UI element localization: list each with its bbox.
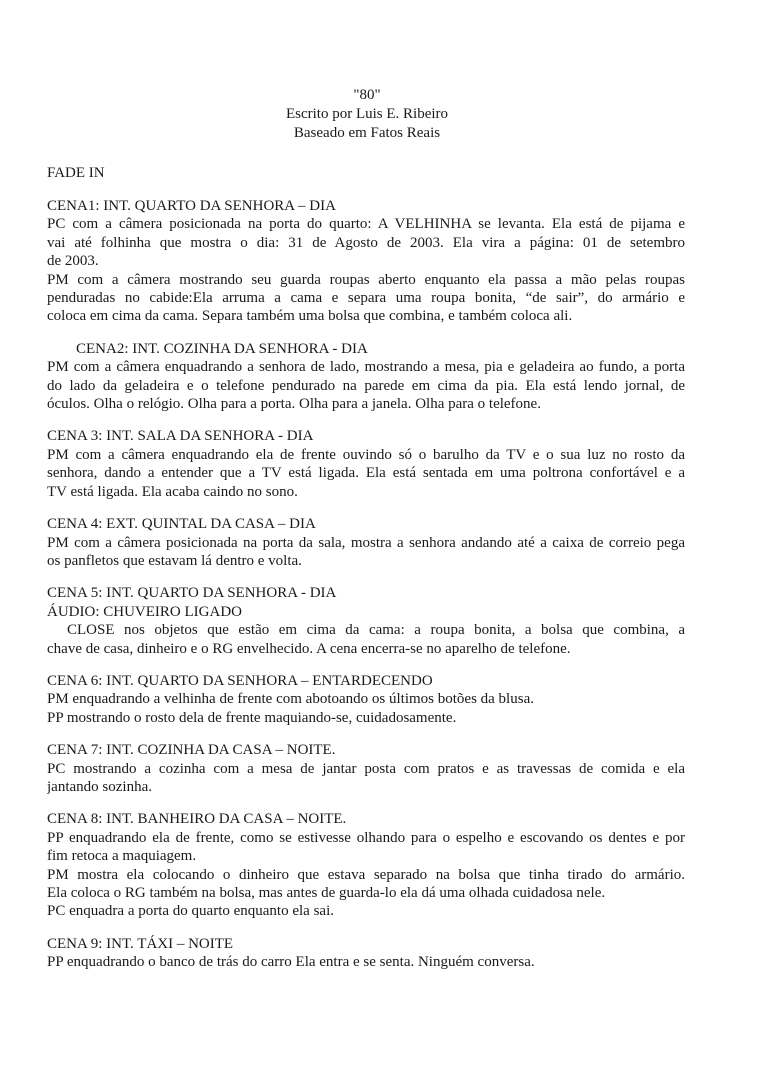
scene-text-line: PM mostra ela colocando o dinheiro que estava separado na bolsa que tinha tirado do armário. (47, 866, 685, 883)
script-author: Escrito por Luis E. Ribeiro (285, 106, 449, 122)
scene-text-line: PP mostrando o rosto dela de frente maquiando-se, cuidadosamente. (47, 709, 457, 726)
scene-heading: CENA 8: INT. BANHEIRO DA CASA – NOITE. (47, 811, 347, 828)
title-block (262, 86, 472, 143)
scene-8 (47, 810, 685, 920)
scene-text-line: óculos. Olha o relógio. Olha para a porta. Olha para a janela. Olha para o telefone. (47, 396, 541, 413)
scene-text-line: PP enquadrando ela de frente, como se estivesse olhando para o espelho e escovando os dentes e por (47, 829, 685, 846)
scene-heading: CENA 6: INT. QUARTO DA SENHORA – ENTARDECENDO (47, 672, 433, 689)
scene-5 (47, 584, 685, 658)
scene-text-line: PP enquadrando o banco de trás do carro Ela entra e se senta. Ninguém conversa. (47, 954, 535, 971)
scene-text-line: Ela coloca o RG também na bolsa, mas antes de guarda-lo ela dá uma olhada cuidadosa nele. (47, 885, 606, 901)
scene-text-line: fim retoca a maquiagem. (47, 848, 197, 865)
scene-heading: CENA1: INT. QUARTO DA SENHORA – DIA (47, 198, 336, 214)
scene-text-line: CLOSE nos objetos que estão em cima da cama: a roupa bonita, a bolsa que combina, a (67, 622, 685, 639)
scene-heading: CENA2: INT. COZINHA DA SENHORA - DIA (76, 340, 368, 357)
scene-text-line: penduradas no cabide:Ela arruma a cama e separa uma roupa bonita, “de sair”, do armário e (47, 290, 685, 307)
scene-text-line: PM com a câmera mostrando seu guarda roupas aberto enquanto ela passa a mão pelas roupas (47, 271, 685, 288)
scene-heading: CENA 7: INT. COZINHA DA CASA – NOITE. (47, 742, 336, 759)
scene-3 (47, 427, 685, 501)
script-title: "80" (353, 87, 381, 103)
script-body (47, 164, 685, 986)
scene-text-line: de 2003. (47, 253, 99, 270)
scene-text-line: coloca em cima da cama. Separa também uma bolsa que combina, e também coloca ali. (47, 308, 573, 325)
scene-1 (47, 197, 685, 326)
fade-in: FADE IN (47, 165, 105, 181)
scene-9 (47, 935, 685, 972)
scene-text-line: do lado da geladeira e o telefone pendurado na parede em cima da pia. Ela está lendo jornal, de (47, 377, 685, 394)
scene-text-line: jantando sozinha. (47, 778, 152, 795)
scene-text-line: senhora, dando a entender que a TV está ligada. Ela está sentada em uma poltrona confortável e a (47, 465, 685, 482)
scene-text-line: PC enquadra a porta do quarto enquanto ela sai. (47, 903, 334, 920)
scene-text-line: TV está ligada. Ela acaba caindo no sono. (47, 483, 298, 500)
scene-text-line: PC mostrando a cozinha com a mesa de jantar posta com pratos e as travessas de comida e ela (47, 760, 685, 777)
scene-heading: CENA 3: INT. SALA DA SENHORA - DIA (47, 428, 314, 445)
scene-heading: CENA 4: EXT. QUINTAL DA CASA – DIA (47, 516, 316, 533)
scene-7 (47, 741, 685, 796)
scene-text-line: PM enquadrando a velhinha de frente com abotoando os últimos botões da blusa. (47, 691, 534, 708)
scene-audio-note: ÁUDIO: CHUVEIRO LIGADO (47, 603, 242, 620)
scene-6 (47, 672, 685, 727)
scene-text-line: chave de casa, dinheiro e o RG envelhecido. A cena encerra-se no aparelho de telefone. (47, 640, 571, 657)
scene-text-line: vai até folhinha que mostra o dia: 31 de Agosto de 2003. Ela vira a página: 01 de setembro (47, 234, 685, 251)
scene-text-line: PC com a câmera posicionada na porta do quarto: A VELHINHA se levanta. Ela está de pijama e (47, 216, 685, 233)
scene-heading: CENA 9: INT. TÁXI – NOITE (47, 935, 234, 952)
script-based-on: Baseado em Fatos Reais (293, 125, 441, 141)
scene-text-line: PM com a câmera enquadrando a senhora de lado, mostrando a mesa, pia e geladeira ao fundo, a porta (47, 359, 685, 376)
scene-heading: CENA 5: INT. QUARTO DA SENHORA - DIA (47, 585, 337, 602)
scene-text-line: os panfletos que estavam lá dentro e volta. (47, 552, 302, 569)
scene-4 (47, 515, 685, 570)
scene-text-line: PM com a câmera enquadrando ela de frente ouvindo só o barulho da TV e o sua luz no rosto da (47, 446, 685, 463)
scene-text-line: PM com a câmera posicionada na porta da sala, mostra a senhora andando até a caixa de correio pega (47, 534, 685, 551)
scene-2 (47, 340, 685, 414)
